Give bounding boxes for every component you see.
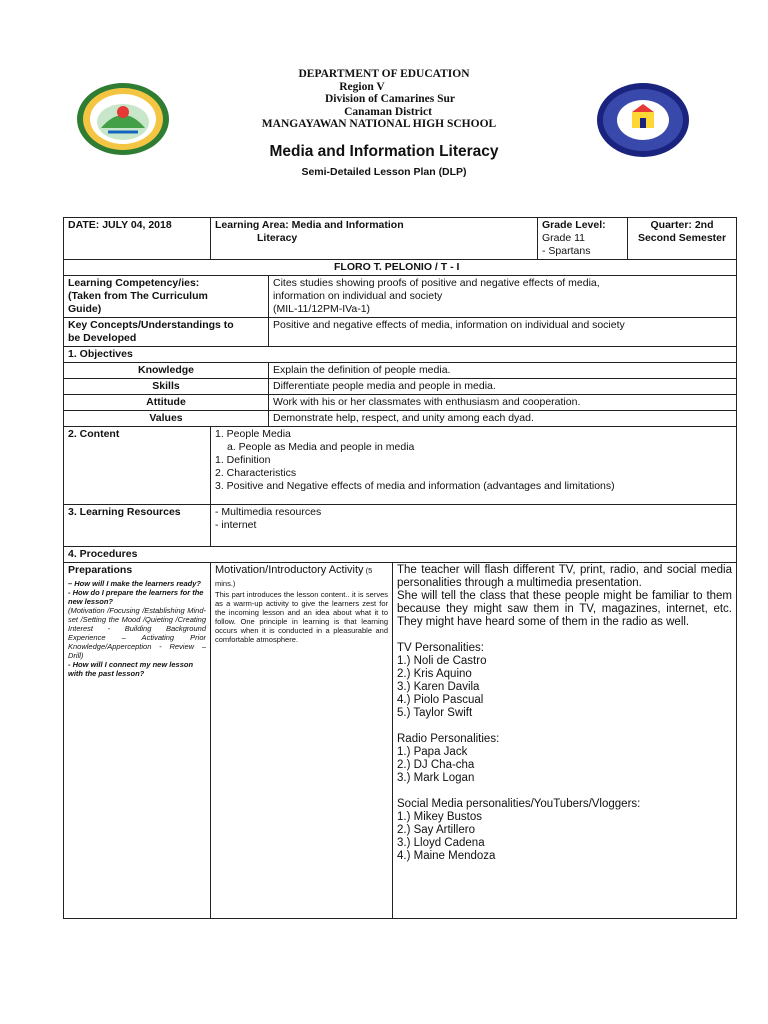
objective-label: Attitude xyxy=(64,395,269,411)
motivation-time: (5 mins.) xyxy=(215,566,373,588)
grade-level-cell xyxy=(538,218,628,260)
competency-value-line: Cites studies showing proofs of positive and negative effects of media, xyxy=(273,277,600,289)
list-item: 1.) Noli de Castro xyxy=(397,655,487,667)
preparations-cell xyxy=(64,563,211,919)
social-media-personalities-list xyxy=(397,811,732,863)
preparations-questions xyxy=(68,579,206,678)
content-item: 2. Characteristics xyxy=(215,467,297,479)
objective-value: Differentiate people media and people in media. xyxy=(269,379,737,395)
table-row xyxy=(64,276,737,318)
motivation-cell xyxy=(211,563,393,919)
grade-section: - Spartans xyxy=(542,245,591,257)
competency-label-line: Guide) xyxy=(68,303,102,315)
content-item: 3. Positive and Negative effects of media and information (advantages and limitations) xyxy=(215,480,615,492)
radio-personalities-label: Radio Personalities: xyxy=(397,733,500,745)
content-item: 1. Definition xyxy=(215,454,271,466)
preparations-detail: (Motivation /Focusing /Establishing Mind-set /Setting the Mood /Quieting /Creating Interest - Building Background Experience – Activating Prior Knowledge/Apperception - Review – Drill) xyxy=(68,606,206,660)
activity-paragraph: She will tell the class that these people might be familiar to them because they might saw them in TV, magazines, internet, etc. They might have heard some of them in the radio as well. xyxy=(397,590,733,628)
competency-value-line: (MIL-11/12PM-IVa-1) xyxy=(273,303,371,315)
table-row xyxy=(64,427,737,505)
objectives-header: 1. Objectives xyxy=(64,347,737,363)
content-label-cell: 2. Content xyxy=(64,427,211,505)
grade-level-label: Grade Level: xyxy=(542,219,606,231)
objective-label: Values xyxy=(64,411,269,427)
list-item: 4.) Maine Mendoza xyxy=(397,850,496,862)
list-item: 3.) Mark Logan xyxy=(397,772,475,784)
key-concepts-label-cell xyxy=(64,318,269,347)
learning-area-cell xyxy=(211,218,538,260)
preparations-label: Preparations xyxy=(68,564,133,576)
list-item: 2.) Say Artillero xyxy=(397,824,475,836)
quarter-label: Quarter: 2nd xyxy=(650,219,714,231)
table-row xyxy=(64,547,737,563)
procedures-header: 4. Procedures xyxy=(64,547,737,563)
key-concepts-label-line: be Developed xyxy=(68,332,137,344)
activity-cell xyxy=(393,563,737,919)
table-row xyxy=(64,260,737,276)
preparations-question: – How will I make the learners ready? xyxy=(68,579,201,588)
competency-label-cell xyxy=(64,276,269,318)
table-row xyxy=(64,218,737,260)
resource-item: - Multimedia resources xyxy=(215,506,322,518)
preparations-question: - How do I prepare the learners for the new lesson? xyxy=(68,588,204,606)
resources-value-cell xyxy=(211,505,737,547)
semester-label: Second Semester xyxy=(637,232,727,244)
list-item: 2.) DJ Cha-cha xyxy=(397,759,475,771)
list-item: 2.) Kris Aquino xyxy=(397,668,472,680)
teacher-cell: FLORO T. PELONIO / T - I xyxy=(64,260,737,276)
activity-paragraph: The teacher will flash different TV, print, radio, and social media personalities through a multimedia presentation. xyxy=(397,564,733,589)
content-item: a. People as Media and people in media xyxy=(227,441,415,453)
tv-personalities-label: TV Personalities: xyxy=(397,642,484,654)
list-item: 1.) Mikey Bustos xyxy=(397,811,482,823)
preparations-question: - How will I connect my new lesson with the past lesson? xyxy=(68,660,194,678)
objective-value: Work with his or her classmates with enthusiasm and cooperation. xyxy=(269,395,737,411)
motivation-title: Motivation/Introductory Activity xyxy=(215,564,364,576)
social-media-personalities-label: Social Media personalities/YouTubers/Vloggers: xyxy=(397,798,641,810)
key-concepts-value-cell: Positive and negative effects of media, information on individual and society xyxy=(269,318,737,347)
document-title: Media and Information Literacy xyxy=(269,143,499,160)
document-subtitle: Semi-Detailed Lesson Plan (DLP) xyxy=(301,166,467,178)
table-row xyxy=(64,379,737,395)
learning-area-label-2: Literacy xyxy=(257,232,298,244)
motivation-description: This part introduces the lesson content.. it is serves as a warm-up activity to give the learners zest for the incoming lesson and an idea about what it to follow. One principle in learning is that learning occurs when it is conducted in a pleasurable and comfortable atmosphere. xyxy=(215,590,388,644)
objective-label: Knowledge xyxy=(64,363,269,379)
competency-label-line: (Taken from The Curriculum xyxy=(68,290,208,302)
list-item: 3.) Karen Davila xyxy=(397,681,480,693)
list-item: 5.) Taylor Swift xyxy=(397,707,473,719)
table-row xyxy=(64,505,737,547)
list-item: 4.) Piolo Pascual xyxy=(397,694,484,706)
objective-value: Explain the definition of people media. xyxy=(269,363,737,379)
list-item: 1.) Papa Jack xyxy=(397,746,468,758)
date-cell: DATE: JULY 04, 2018 xyxy=(64,218,211,260)
district-name: Canaman District xyxy=(344,105,432,118)
table-row xyxy=(64,411,737,427)
resource-item: - internet xyxy=(215,519,257,531)
competency-value-cell xyxy=(269,276,737,318)
content-value-cell xyxy=(211,427,737,505)
key-concepts-label-line: Key Concepts/Understandings to xyxy=(68,319,234,331)
motivation-heading xyxy=(215,564,388,590)
table-row xyxy=(64,318,737,347)
department-name: DEPARTMENT OF EDUCATION xyxy=(298,68,470,80)
table-row xyxy=(64,563,737,919)
resources-label-cell: 3. Learning Resources xyxy=(64,505,211,547)
table-row xyxy=(64,347,737,363)
quarter-cell xyxy=(628,218,737,260)
table-row xyxy=(64,363,737,379)
division-name: Division of Camarines Sur xyxy=(324,93,456,105)
table-row xyxy=(64,395,737,411)
grade-level-value: Grade 11 xyxy=(542,232,586,244)
school-name: MANGAYAWAN NATIONAL HIGH SCHOOL xyxy=(261,118,497,130)
objective-label: Skills xyxy=(64,379,269,395)
lesson-plan-table xyxy=(63,217,737,919)
competency-value-line: information on individual and society xyxy=(273,290,443,302)
objective-value: Demonstrate help, respect, and unity among each dyad. xyxy=(269,411,737,427)
region-name: Region V xyxy=(339,80,385,93)
radio-personalities-list xyxy=(397,746,732,785)
list-item: 3.) Lloyd Cadena xyxy=(397,837,485,849)
learning-area-label: Learning Area: Media and Information xyxy=(215,219,404,231)
tv-personalities-list xyxy=(397,655,732,720)
content-item: 1. People Media xyxy=(215,428,291,440)
competency-label-line: Learning Competency/ies: xyxy=(68,277,200,289)
